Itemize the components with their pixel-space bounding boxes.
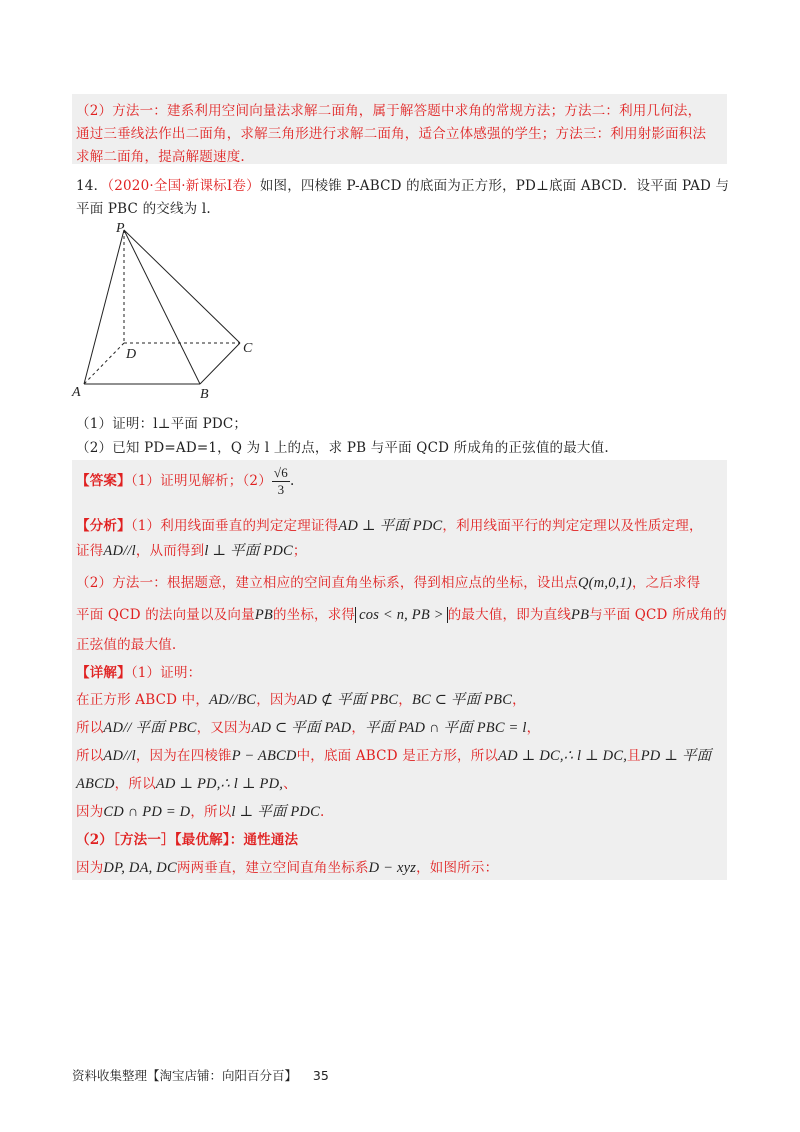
analysis-text: 与平面 QCD 所成角的	[589, 607, 727, 623]
detail-text: .	[319, 804, 325, 820]
label-P: P	[116, 221, 125, 236]
label-C: C	[243, 341, 253, 356]
footer-text: 资料收集整理【淘宝店铺：向阳百分百】	[72, 1068, 298, 1083]
detail-text: ，又因为	[196, 720, 252, 736]
answer-denominator: 3	[277, 482, 285, 497]
analysis-line-3	[76, 571, 700, 592]
detail-line-2	[76, 716, 540, 737]
cos-expr: cos < n, PB >	[355, 607, 448, 623]
detail-line-3	[76, 744, 711, 765]
math-expr: Q(m,0,1)	[578, 575, 632, 591]
pyramid-figure	[70, 218, 270, 403]
detail-text: 两两垂直，建立空间直角坐标系	[176, 860, 369, 876]
detail-text: （1）证明：	[130, 665, 202, 681]
math-expr: AD//BC	[209, 692, 257, 708]
page-footer	[72, 1066, 329, 1084]
detail-line-5	[76, 800, 324, 821]
note-line-1: （2）方法一：建系利用空间向量法求解二面角，属于解答题中求角的常规方法；方法二：利用几何法，	[76, 103, 702, 119]
detail-text: 、	[283, 776, 297, 792]
detail-text: ，	[526, 720, 541, 736]
analysis-text: （2）方法一：根据题意，建立相应的空间直角坐标系，得到相应点的坐标，设出点	[76, 575, 578, 591]
math-expr: AD ⊥ 平面 PDC	[338, 518, 443, 534]
analysis-line-5: 正弦值的最大值.	[76, 637, 177, 653]
detail-text: 因为	[76, 804, 104, 820]
detail-text: ，因为	[256, 692, 298, 708]
note-line-3: 求解二面角，提高解题速度.	[76, 149, 245, 165]
problem-number: 14．	[76, 178, 108, 194]
problem-line-1	[76, 174, 729, 194]
math-expr: PD ⊥ 平面	[640, 748, 712, 764]
math-expr: AD// 平面 PBC	[103, 720, 197, 736]
math-expr: CD ∩ PD = D	[103, 804, 191, 820]
problem-source: （2020·全国·新课标Ⅰ卷）	[107, 178, 260, 194]
detail-text: 所以	[76, 748, 104, 764]
answer-line	[76, 465, 294, 498]
analysis-tag: 【分析】	[76, 518, 131, 534]
math-expr: P − ABCD	[231, 748, 297, 764]
detail-text: ，	[351, 720, 366, 736]
problem-stem-1: 如图，四棱锥 P-ABCD 的底面为正方形，PD⊥底面 ABCD．设平面 PAD 与	[259, 178, 730, 194]
answer-end: .	[289, 473, 295, 489]
detail-line-4	[76, 772, 297, 793]
detail-text: ，	[398, 692, 412, 708]
detail-text: 所以	[76, 720, 104, 736]
question-2: （2）已知 PD=AD=1，Q 为 l 上的点，求 PB 与平面 QCD 所成角的正弦值的最大值.	[76, 440, 609, 456]
page-number: 35	[312, 1068, 329, 1083]
math-expr: AD ⊥ DC,∴ l ⊥ DC,	[498, 748, 628, 764]
detail-text: 中，底面 ABCD 是正方形，所以	[296, 748, 499, 764]
analysis-text: ；	[292, 543, 307, 559]
detail-text: ，所以	[190, 804, 232, 820]
detail-line-7	[76, 856, 498, 877]
math-expr: AD ⊥ PD,∴ l ⊥ PD,	[155, 776, 284, 792]
math-expr: ABCD	[76, 776, 115, 792]
detail-text: 且	[627, 748, 641, 764]
math-expr: BC ⊂ 平面 PBC	[411, 692, 513, 708]
detail-text: 在正方形 ABCD 中，	[76, 692, 210, 708]
note-line-2: 通过三垂线法作出二面角，求解三角形进行求解二面角，适合立体感强的学生；方法三：利用射影面积法	[76, 126, 707, 142]
analysis-text: 的最大值，即为直线	[447, 607, 572, 623]
detail-text: 因为	[76, 860, 104, 876]
analysis-text: ，之后求得	[631, 575, 701, 591]
math-expr: l ⊥ 平面 PDC	[231, 804, 320, 820]
vector-PB: PB	[254, 607, 273, 623]
math-expr: l ⊥ 平面 PDC	[204, 543, 293, 559]
detail-text: ，	[512, 692, 526, 708]
detail-text: ，因为在四棱锥	[135, 748, 232, 764]
math-expr: DP, DA, DC	[103, 860, 177, 876]
answer-text: （1）证明见解析；（2）	[130, 473, 272, 489]
analysis-text: 平面 QCD 的法向量以及向量	[76, 607, 255, 623]
analysis-text: （1）利用线面垂直的判定定理证得	[130, 518, 339, 534]
analysis-line-1	[76, 514, 703, 535]
analysis-text: 的坐标，求得	[272, 607, 356, 623]
label-D: D	[126, 347, 137, 362]
math-expr: AD ⊄ 平面 PBC	[297, 692, 399, 708]
detail-text: ，如图所示：	[416, 860, 499, 876]
math-expr: AD//l	[103, 543, 136, 559]
label-A: A	[72, 385, 81, 400]
detail-tag: 【详解】	[76, 665, 131, 681]
math-expr: D − xyz	[368, 860, 417, 876]
analysis-text: 证得	[76, 543, 104, 559]
detail-text: ，所以	[114, 776, 156, 792]
math-expr: AD ⊂ 平面 PAD	[251, 720, 352, 736]
math-expr: AD//l	[103, 748, 136, 764]
answer-fraction	[272, 465, 290, 498]
label-B: B	[200, 387, 209, 402]
detail-line-0	[76, 661, 201, 681]
problem-line-2: 平面 PBC 的交线为 l.	[76, 201, 211, 217]
analysis-text: ，从而得到	[135, 543, 205, 559]
analysis-line-2	[76, 539, 307, 560]
detail-line-1	[76, 688, 526, 709]
math-expr: 平面 PAD ∩ 平面 PBC = l	[365, 720, 527, 736]
analysis-line-4	[76, 603, 727, 624]
method-heading: （2）［方法一］【最优解】：通性通法	[76, 832, 299, 848]
answer-tag: 【答案】	[76, 473, 131, 489]
line-PB: PB	[571, 607, 590, 623]
answer-numerator: √6	[273, 465, 288, 480]
analysis-text: ，利用线面平行的判定定理以及性质定理，	[442, 518, 703, 534]
question-1: （1）证明：l⊥平面 PDC；	[76, 416, 248, 432]
